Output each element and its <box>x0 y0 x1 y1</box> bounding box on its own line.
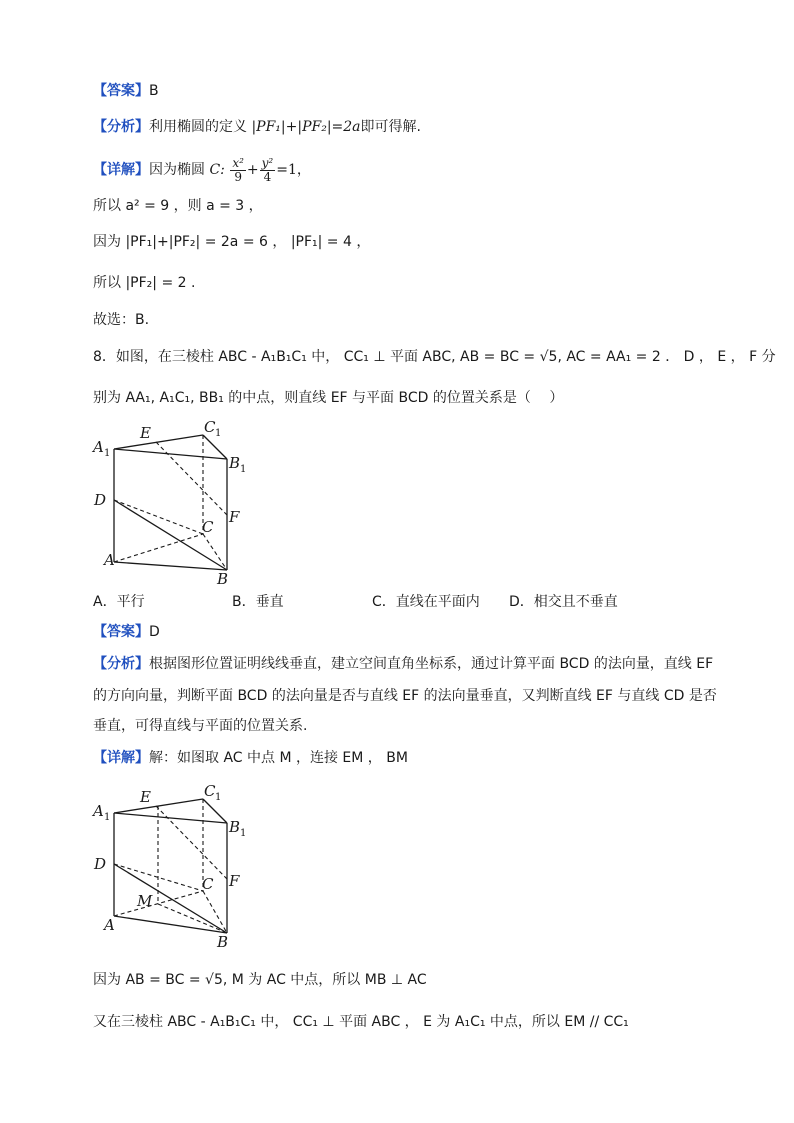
label-A: A <box>104 916 115 934</box>
label-D: D <box>94 855 107 873</box>
label-F: F <box>229 872 240 890</box>
question-8-line-2: 别为 AA₁, A₁C₁, BB₁ 的中点，则直线 EF 与平面 BCD 的位置关系是（ ） <box>93 390 564 406</box>
analysis-text: 根据图形位置证明线线垂直，建立空间直角坐标系，通过计算平面 BCD 的法向量，直线 EF <box>149 656 714 672</box>
label-B: B <box>217 933 229 951</box>
label-A1: A <box>93 802 104 820</box>
label-F: F <box>229 508 240 526</box>
answer-value: D <box>149 624 160 640</box>
option-b: B．垂直 <box>232 594 284 610</box>
label-A1: A <box>93 438 104 456</box>
frac-den: 9 <box>234 169 242 184</box>
label-C1: C <box>204 418 216 436</box>
answer-line-8 <box>93 622 160 642</box>
analysis-line-8-1 <box>93 654 713 674</box>
label-B1: B <box>229 454 241 472</box>
label-sub: 1 <box>104 448 111 459</box>
label-M: M <box>137 892 153 910</box>
question-8-line-1: 8．如图，在三棱柱 ABC - A₁B₁C₁ 中， CC₁ ⊥ 平面 ABC, AB = BC = √5, AC = AA₁ = 2 ． D ， E ， F 分 <box>93 349 776 365</box>
label-E: E <box>140 788 151 806</box>
label-sub: 1 <box>240 464 247 475</box>
detail-pre: 因为椭圆 <box>149 162 205 178</box>
detail-line-a2: 所以 a² = 9 ，则 a = 3 ， <box>93 198 263 214</box>
detail-line-8-1 <box>93 748 408 768</box>
label-sub: 1 <box>240 828 247 839</box>
answer-tag: 【答案】 <box>93 624 149 640</box>
option-c: C．直线在平面内 <box>372 594 480 610</box>
frac-num: y² <box>261 155 274 170</box>
prism-figure-1 <box>90 412 260 590</box>
label-C1: C <box>204 782 216 800</box>
detail-line-sum: 因为 |PF₁|+|PF₂| = 2a = 6 ， |PF₁| = 4 ， <box>93 234 371 250</box>
analysis-line-7 <box>93 117 421 137</box>
detail-line-pf2: 所以 |PF₂| = 2 . <box>93 275 196 291</box>
prism-figure-2 <box>90 776 260 954</box>
label-sub: 1 <box>104 812 111 823</box>
label-sub: 1 <box>215 428 222 439</box>
detail-text: 解：如图取 AC 中点 M ，连接 EM ， BM <box>149 750 408 766</box>
equals-one: =1， <box>276 162 311 178</box>
analysis-post: 即可得解. <box>360 119 421 135</box>
ellipse-name: C: <box>209 162 225 178</box>
label-D: D <box>94 491 107 509</box>
detail-tag: 【详解】 <box>93 162 149 178</box>
label-sub: 1 <box>215 792 222 803</box>
analysis-formula: |PF₁|+|PF₂|=2a <box>251 119 361 135</box>
frac-den: 4 <box>263 169 272 184</box>
label-A: A <box>104 551 115 569</box>
label-C: C <box>202 875 214 893</box>
analysis-tag: 【分析】 <box>93 119 149 135</box>
answer-line-7 <box>93 81 159 101</box>
detail-line-8-3: 又在三棱柱 ABC - A₁B₁C₁ 中， CC₁ ⊥ 平面 ABC ， E 为 A₁C₁ 中点，所以 EM // CC₁ <box>93 1014 629 1030</box>
analysis-line-8-3: 垂直，可得直线与平面的位置关系. <box>93 718 308 734</box>
analysis-pre: 利用椭圆的定义 <box>149 119 247 135</box>
analysis-tag: 【分析】 <box>93 656 149 672</box>
fraction-y2-4 <box>260 157 276 184</box>
label-B: B <box>217 570 229 588</box>
detail-line-7 <box>93 154 311 186</box>
label-B1: B <box>229 818 241 836</box>
detail-tag: 【详解】 <box>93 750 149 766</box>
analysis-line-8-2: 的方向向量，判断平面 BCD 的法向量是否与直线 EF 的法向量垂直，又判断直线 EF 与直线 CD 是否 <box>93 688 717 704</box>
label-C: C <box>202 518 214 536</box>
frac-num: x² <box>232 155 244 170</box>
label-E: E <box>140 424 151 442</box>
option-a: A．平行 <box>93 594 145 610</box>
option-d: D．相交且不垂直 <box>509 594 618 610</box>
detail-line-8-2: 因为 AB = BC = √5, M 为 AC 中点，所以 MB ⊥ AC <box>93 972 427 988</box>
plus-sign: + <box>246 162 259 178</box>
answer-tag: 【答案】 <box>93 83 149 99</box>
fraction-x2-9 <box>230 157 246 184</box>
detail-line-choice: 故选：B. <box>93 312 150 328</box>
answer-value: B <box>149 83 159 99</box>
